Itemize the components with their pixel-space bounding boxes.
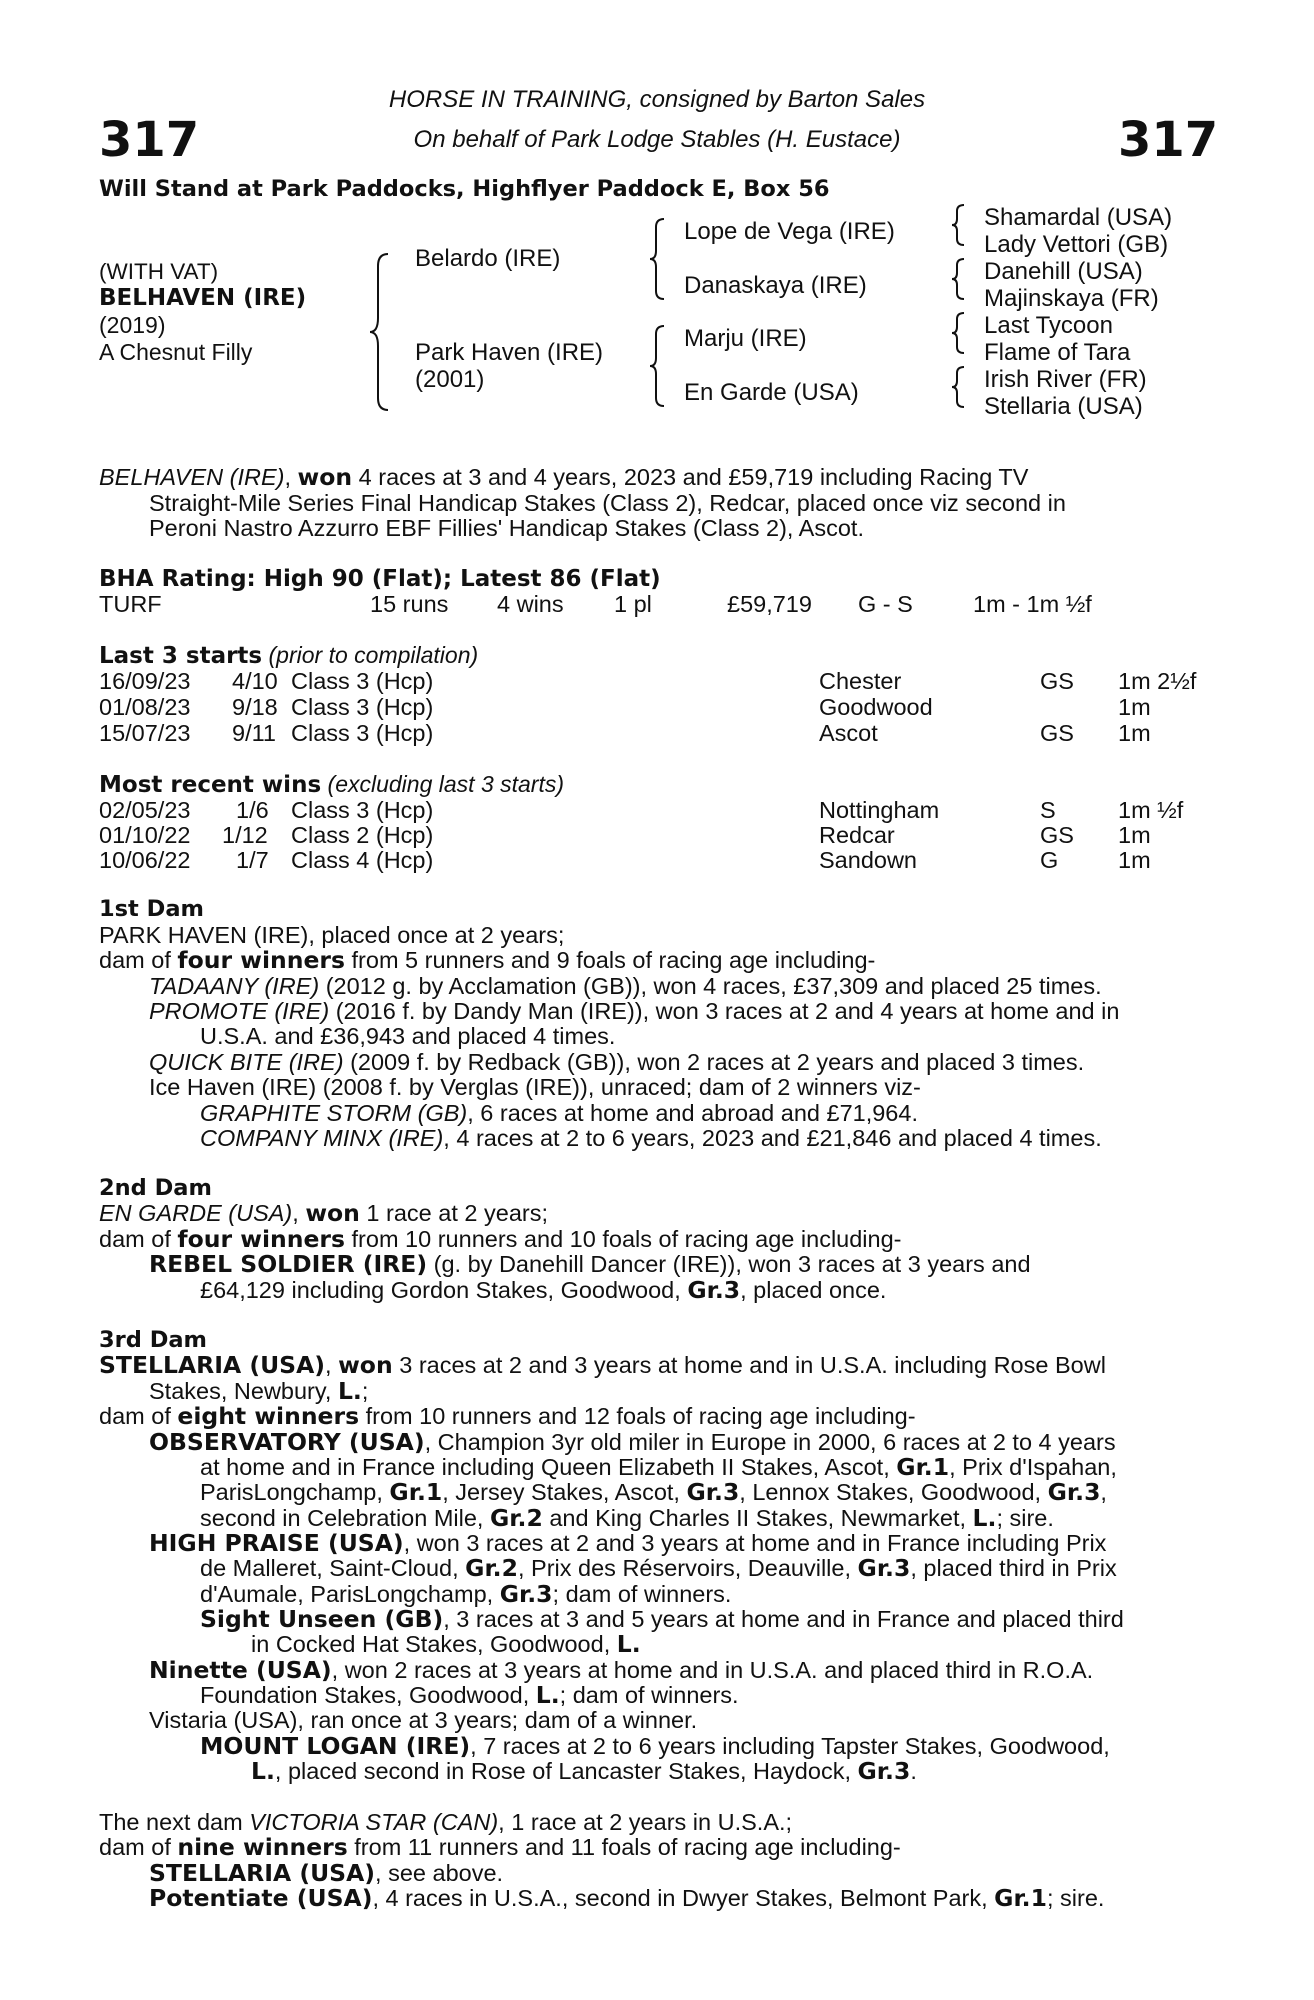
offspring-text: second in Celebration Mile, <box>200 1505 490 1531</box>
row-date: 01/10/22 <box>99 822 191 848</box>
offspring-text: (2016 f. by Dandy Man (IRE)), won 3 races at 2 and 4 years at home and in <box>329 998 1120 1024</box>
dam3-won: won <box>338 1351 393 1379</box>
row-distance: 1m <box>1118 847 1151 873</box>
dam-dam: En Garde (USA) <box>684 379 859 406</box>
offspring-text: , Prix d'Ispahan, <box>949 1454 1117 1480</box>
dam2-won: won <box>305 1199 360 1227</box>
ped-dds: Irish River (FR) <box>984 366 1147 393</box>
rating-going: G - S <box>858 591 913 617</box>
dam3-line-13 <box>149 1658 1249 1684</box>
dam3-text: from 10 runners and 12 foals of racing age including- <box>359 1403 916 1429</box>
nextdam-name: VICTORIA STAR (CAN) <box>249 1809 499 1835</box>
lot-number-left: 317 <box>99 112 200 168</box>
listed: L. <box>251 1757 275 1785</box>
offspring-name: COMPANY MINX (IRE) <box>200 1125 444 1151</box>
offspring-name: PROMOTE (IRE) <box>149 998 330 1024</box>
sire: Belardo (IRE) <box>415 245 561 272</box>
offspring-name: Potentiate (USA) <box>149 1884 373 1912</box>
row-class: Class 3 (Hcp) <box>291 797 434 823</box>
offspring-text: d'Aumale, ParisLongchamp, <box>200 1581 500 1607</box>
listed: L. <box>535 1681 560 1709</box>
pedigree-brace-1 <box>368 252 390 412</box>
dam3-winners: eight winners <box>177 1402 360 1430</box>
offspring-text: (2012 g. by Acclamation (GB)), won 4 races, £37,309 and placed 25 times. <box>319 973 1102 999</box>
row-going: S <box>1040 797 1056 823</box>
dam3-text: dam of <box>99 1403 178 1429</box>
grade: Gr.2 <box>465 1554 518 1582</box>
nextdam-line-2 <box>99 1835 1199 1861</box>
recent-note: (excluding last 3 starts) <box>327 771 565 797</box>
dam3-title: 3rd Dam <box>99 1327 207 1353</box>
row-distance: 1m ½f <box>1118 797 1184 823</box>
row-class: Class 3 (Hcp) <box>291 668 434 694</box>
listed: L. <box>972 1504 997 1532</box>
ped-ssd: Lady Vettori (GB) <box>984 231 1169 258</box>
offspring-text: , Champion 3yr old miler in Europe in 2000, 6 races at 2 to 4 years <box>424 1429 1116 1455</box>
offspring-text: , 3 races at 3 and 5 years at home and in France and placed third <box>443 1606 1124 1632</box>
sire-dam: Danaskaya (IRE) <box>684 272 867 299</box>
offspring-text: , won 2 races at 3 years at home and in U.S.A. and placed third in R.O.A. <box>331 1657 1094 1683</box>
row-class: Class 2 (Hcp) <box>291 822 434 848</box>
dam2-winners: four winners <box>177 1225 345 1253</box>
offspring-text: , 4 races at 2 to 6 years, 2023 and £21,846 and placed 4 times. <box>443 1125 1102 1151</box>
offspring-name: TADAANY (IRE) <box>149 973 320 999</box>
offspring-text: , 4 races in U.S.A., second in Dwyer Stakes, Belmont Park, <box>372 1885 995 1911</box>
dam2-text: , <box>292 1200 306 1226</box>
summary-line-1: BELHAVEN (IRE), won 4 races at 3 and 4 years, 2023 and £59,719 including Racing TV <box>99 463 1029 491</box>
offspring-text: de Malleret, Saint-Cloud, <box>200 1555 466 1581</box>
row-going: GS <box>1040 668 1074 694</box>
offspring-text: , see above. <box>375 1860 504 1886</box>
row-class: Class 4 (Hcp) <box>291 847 434 873</box>
offspring-text: ; dam of winners. <box>559 1682 739 1708</box>
row-position: 1/12 <box>222 822 268 848</box>
dam3-line-14 <box>200 1683 1300 1709</box>
dam1-line-6 <box>149 1050 1249 1076</box>
offspring-text: , 6 races at home and abroad and £71,964. <box>467 1100 918 1126</box>
offspring-text: at home and in France including Queen Elizabeth II Stakes, Ascot, <box>200 1454 897 1480</box>
row-course: Nottingham <box>819 797 940 823</box>
dam1-text: from 5 runners and 9 foals of racing age including- <box>345 947 876 973</box>
nextdam-line-4 <box>149 1886 1249 1912</box>
row-distance: 1m 2½f <box>1118 668 1197 694</box>
row-course: Goodwood <box>819 694 933 720</box>
pedigree-brace-6 <box>950 311 966 355</box>
row-position: 4/10 <box>232 668 278 694</box>
row-position: 9/18 <box>232 694 278 720</box>
grade: Gr.3 <box>499 1580 553 1608</box>
ped-ddd: Stellaria (USA) <box>984 393 1143 420</box>
offspring-text: (g. by Danehill Dancer (IRE)), won 3 races at 3 years and <box>427 1251 1031 1277</box>
pedigree-brace-5 <box>950 257 966 301</box>
dam3-line-12 <box>251 1632 1314 1658</box>
dam3-line-16 <box>200 1734 1300 1760</box>
row-date: 02/05/23 <box>99 797 191 823</box>
ped-sds: Danehill (USA) <box>984 258 1143 285</box>
listed: L. <box>616 1630 641 1658</box>
dam2-line-2 <box>99 1227 1199 1253</box>
rating-prize: £59,719 <box>727 591 812 617</box>
dam3-line-11 <box>200 1607 1300 1633</box>
grade: Gr.1 <box>994 1884 1047 1912</box>
row-date: 10/06/22 <box>99 847 191 873</box>
offspring-text: . <box>910 1758 917 1784</box>
offspring-name: MOUNT LOGAN (IRE) <box>200 1732 471 1760</box>
nextdam-winners: nine winners <box>177 1833 348 1861</box>
row-going: GS <box>1040 720 1074 746</box>
row-position: 9/11 <box>232 720 276 746</box>
horse-name: BELHAVEN (IRE) <box>99 285 307 311</box>
dam2-title: 2nd Dam <box>99 1175 212 1201</box>
offspring-text: (2009 f. by Redback (GB)), won 2 races at 2 years and placed 3 times. <box>343 1049 1085 1075</box>
row-class: Class 3 (Hcp) <box>291 720 434 746</box>
dam3-line-4 <box>149 1430 1249 1456</box>
offspring-text: in Cocked Hat Stakes, Goodwood, <box>251 1631 617 1657</box>
offspring-name: Sight Unseen (GB) <box>200 1605 444 1633</box>
offspring-text: ; sire. <box>996 1505 1054 1531</box>
grade: Gr.3 <box>857 1757 911 1785</box>
row-course: Chester <box>819 668 902 694</box>
dam: Park Haven (IRE) <box>415 339 604 366</box>
ped-dsd: Flame of Tara <box>984 339 1131 366</box>
rating-surface: TURF <box>99 591 162 617</box>
dam3-line-2 <box>149 1379 1249 1405</box>
pedigree-brace-2 <box>648 217 666 301</box>
dam2-text: 1 race at 2 years; <box>359 1200 548 1226</box>
dam2-line-4 <box>200 1278 1300 1304</box>
offspring-text: ; dam of winners. <box>552 1581 732 1607</box>
dam2-text: from 10 runners and 10 foals of racing age including- <box>345 1226 902 1252</box>
nextdam-line-1 <box>99 1810 1199 1836</box>
grade: Gr.3 <box>686 1478 740 1506</box>
stand-location: Will Stand at Park Paddocks, Highflyer Paddock E, Box 56 <box>99 176 830 202</box>
offspring-text: , Lennox Stakes, Goodwood, <box>739 1479 1048 1505</box>
summary-line-2: Straight-Mile Series Final Handicap Stakes (Class 2), Redcar, placed once viz second in <box>149 490 1066 516</box>
offspring-text: and King Charles II Stakes, Newmarket, <box>542 1505 973 1531</box>
offspring-name: HIGH PRAISE (USA) <box>149 1529 404 1557</box>
pedigree-brace-7 <box>950 365 966 409</box>
dam1-line-4 <box>149 999 1249 1025</box>
dam3-text: ; <box>361 1378 369 1404</box>
dam1-line-5: U.S.A. and £36,943 and placed 4 times. <box>200 1023 616 1049</box>
dam1-line-1: PARK HAVEN (IRE), placed once at 2 years; <box>99 922 565 948</box>
dam3-line-7 <box>200 1506 1300 1532</box>
offspring-name: REBEL SOLDIER (IRE) <box>149 1250 428 1278</box>
rating-distance: 1m - 1m ½f <box>973 591 1092 617</box>
dam2-line-1 <box>99 1201 1199 1227</box>
dam3-name: STELLARIA (USA) <box>99 1351 326 1379</box>
row-course: Ascot <box>819 720 878 746</box>
offspring-name: STELLARIA (USA) <box>149 1859 376 1887</box>
offspring-text: ParisLongchamp, <box>200 1479 390 1505</box>
row-position: 1/7 <box>236 847 269 873</box>
dam3-line-9 <box>200 1556 1300 1582</box>
recent-heading <box>99 771 564 798</box>
dam3-line-15: Vistaria (USA), ran once at 3 years; dam of a winner. <box>149 1707 698 1733</box>
dam3-line-5 <box>200 1455 1300 1481</box>
offspring-text: , 7 races at 2 to 6 years including Tapster Stakes, Goodwood, <box>470 1733 1110 1759</box>
vendor-line: On behalf of Park Lodge Stables (H. Eustace) <box>413 126 901 153</box>
dam3-line-3 <box>99 1404 1199 1430</box>
dam2-text: dam of <box>99 1226 178 1252</box>
offspring-name: GRAPHITE STORM (GB) <box>200 1100 468 1126</box>
dam3-line-1 <box>99 1353 1199 1379</box>
row-going: G <box>1040 847 1059 873</box>
grade: Gr.2 <box>490 1504 543 1532</box>
summary-won: won <box>297 463 353 491</box>
dam1-line-7: Ice Haven (IRE) (2008 f. by Verglas (IRE)), unraced; dam of 2 winners viz- <box>149 1074 921 1100</box>
grade: Gr.3 <box>857 1554 911 1582</box>
dam2-line-3 <box>149 1252 1249 1278</box>
sire-sire: Lope de Vega (IRE) <box>684 218 895 245</box>
dam3-text: , <box>325 1352 339 1378</box>
grade: Gr.3 <box>687 1276 741 1304</box>
dam3-line-6 <box>200 1480 1300 1506</box>
nextdam-line-3 <box>149 1861 1249 1887</box>
ped-dss: Last Tycoon <box>984 312 1113 339</box>
rating-runs: 15 runs <box>370 591 449 617</box>
rating-wins: 4 wins <box>497 591 564 617</box>
grade: Gr.1 <box>896 1453 950 1481</box>
row-course: Sandown <box>819 847 917 873</box>
dam3-text: 3 races at 2 and 3 years at home and in U.S.A. including Rose Bowl <box>392 1352 1106 1378</box>
lot-number-right: 317 <box>1118 112 1219 168</box>
nextdam-text: , 1 race at 2 years in U.S.A.; <box>498 1809 793 1835</box>
rating-placed: 1 pl <box>614 591 652 617</box>
offspring-name: OBSERVATORY (USA) <box>149 1428 425 1456</box>
dam-sire: Marju (IRE) <box>684 325 807 352</box>
row-distance: 1m <box>1118 720 1151 746</box>
row-class: Class 3 (Hcp) <box>291 694 434 720</box>
dam1-line-2 <box>99 948 1199 974</box>
row-date: 16/09/23 <box>99 668 191 694</box>
bha-rating-title: BHA Rating: High 90 (Flat); Latest 86 (Flat) <box>99 566 661 592</box>
offspring-text: , placed once. <box>740 1277 887 1303</box>
row-date: 15/07/23 <box>99 720 191 746</box>
recent-title: Most recent wins <box>99 772 322 798</box>
dam3-line-17 <box>251 1759 1314 1785</box>
dam1-line-9 <box>200 1126 1300 1152</box>
vat-note: (WITH VAT) <box>99 259 219 284</box>
offspring-text: , Jersey Stakes, Ascot, <box>442 1479 687 1505</box>
pedigree-brace-4 <box>950 203 966 247</box>
offspring-text: ; sire. <box>1046 1885 1105 1911</box>
dam1-winners: four winners <box>177 946 345 974</box>
offspring-text: , placed second in Rose of Lancaster Stakes, Haydock, <box>274 1758 858 1784</box>
horse-year: (2019) <box>99 312 166 338</box>
grade: Gr.3 <box>1047 1478 1101 1506</box>
summary-horse-name: BELHAVEN (IRE) <box>99 464 285 490</box>
horse-description: A Chesnut Filly <box>99 339 253 365</box>
pedigree-brace-3 <box>648 324 666 408</box>
dam1-line-3 <box>149 974 1249 1000</box>
summary-line-3: Peroni Nastro Azzurro EBF Fillies' Handicap Stakes (Class 2), Ascot. <box>149 515 864 541</box>
dam1-title: 1st Dam <box>99 896 204 922</box>
last3-heading <box>99 642 478 669</box>
row-position: 1/6 <box>236 797 269 823</box>
ped-sss: Shamardal (USA) <box>984 204 1173 231</box>
ped-sdd: Majinskaya (FR) <box>984 285 1159 312</box>
offspring-name: Ninette (USA) <box>149 1656 332 1684</box>
offspring-text: Foundation Stakes, Goodwood, <box>200 1682 536 1708</box>
dam3-line-10 <box>200 1582 1300 1608</box>
last3-title: Last 3 starts <box>99 643 263 669</box>
row-distance: 1m <box>1118 694 1151 720</box>
dam1-text: dam of <box>99 947 178 973</box>
dam1-line-8 <box>200 1101 1300 1127</box>
offspring-text: , <box>1100 1479 1107 1505</box>
offspring-text: , won 3 races at 2 and 3 years at home and in France including Prix <box>403 1530 1107 1556</box>
listed: L. <box>337 1377 362 1405</box>
dam2-name: EN GARDE (USA) <box>99 1200 293 1226</box>
offspring-name: QUICK BITE (IRE) <box>149 1049 344 1075</box>
row-course: Redcar <box>819 822 895 848</box>
nextdam-text: The next dam <box>99 1809 250 1835</box>
offspring-text: , Prix des Réservoirs, Deauville, <box>517 1555 858 1581</box>
nextdam-text: dam of <box>99 1834 178 1860</box>
last3-note: (prior to compilation) <box>268 642 479 668</box>
row-distance: 1m <box>1118 822 1151 848</box>
summary-text-1: 4 races at 3 and 4 years, 2023 and £59,719 including Racing TV <box>352 464 1029 490</box>
consignor-line: HORSE IN TRAINING, consigned by Barton Sales <box>388 86 926 113</box>
offspring-text: £64,129 including Gordon Stakes, Goodwood, <box>200 1277 688 1303</box>
row-going: GS <box>1040 822 1074 848</box>
dam-year: (2001) <box>415 366 485 393</box>
grade: Gr.1 <box>389 1478 443 1506</box>
nextdam-text: from 11 runners and 11 foals of racing age including- <box>347 1834 901 1860</box>
dam3-line-8 <box>149 1531 1249 1557</box>
offspring-text: , placed third in Prix <box>910 1555 1117 1581</box>
dam3-text: Stakes, Newbury, <box>149 1378 338 1404</box>
row-date: 01/08/23 <box>99 694 191 720</box>
